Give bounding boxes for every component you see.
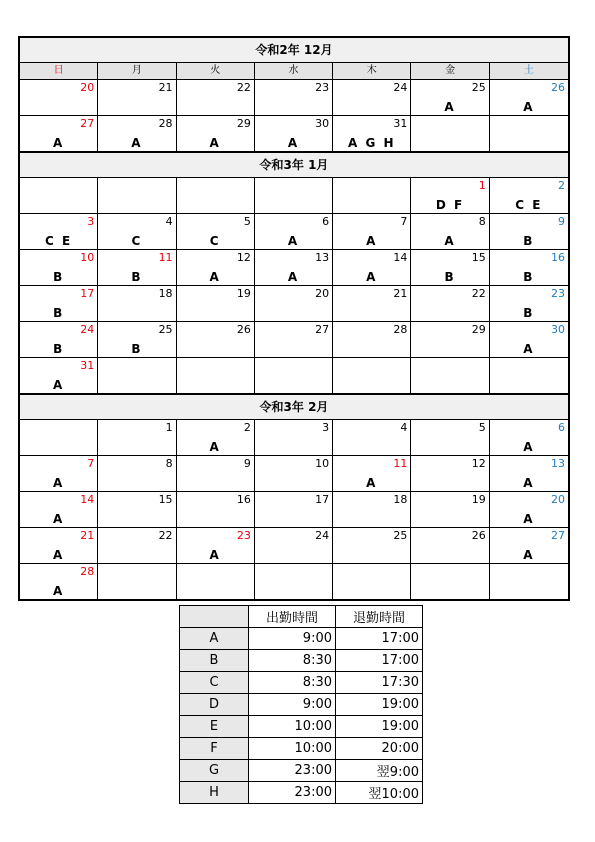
legend-code: H — [180, 782, 249, 804]
day-cell — [98, 420, 176, 455]
shift-codes: B — [523, 270, 535, 284]
day-cell — [490, 492, 568, 527]
day-number: 28 — [393, 323, 408, 336]
day-cell — [490, 80, 568, 115]
week-row — [20, 456, 568, 492]
day-number: 21 — [158, 81, 173, 94]
day-cell — [255, 492, 333, 527]
shift-codes: A — [523, 476, 535, 490]
weekday-label: 金 — [411, 63, 489, 79]
day-cell — [98, 214, 176, 249]
month-title: 令和3年 2月 — [20, 395, 568, 420]
day-cell — [98, 80, 176, 115]
shift-codes: A — [366, 476, 378, 490]
shift-codes: A — [52, 548, 65, 562]
legend-start-time: 10:00 — [249, 738, 336, 760]
day-number: 29 — [236, 117, 251, 130]
day-number: 5 — [478, 421, 486, 434]
legend-code: A — [180, 628, 249, 650]
legend-row — [180, 760, 423, 782]
week-row — [20, 250, 568, 286]
legend-row — [180, 782, 423, 804]
legend-row — [180, 672, 423, 694]
day-cell — [333, 528, 411, 563]
day-cell — [98, 178, 176, 213]
day-number: 30 — [315, 117, 330, 130]
day-cell — [411, 250, 489, 285]
day-cell — [490, 456, 568, 491]
day-number: 10 — [315, 457, 330, 470]
day-cell — [333, 80, 411, 115]
shift-codes: A — [444, 234, 456, 248]
day-number: 20 — [550, 493, 565, 506]
day-cell — [490, 564, 568, 599]
day-cell — [411, 286, 489, 321]
shift-codes: A — [366, 234, 378, 248]
weekday-label: 日 — [20, 63, 98, 79]
day-cell — [490, 116, 568, 151]
legend-code: C — [180, 672, 249, 694]
shift-codes: A — [52, 378, 65, 392]
shift-codes: B — [53, 270, 65, 284]
day-number: 16 — [550, 251, 565, 264]
legend-start-time: 9:00 — [249, 694, 336, 716]
shift-codes: A — [209, 136, 221, 150]
legend-code: G — [180, 760, 249, 782]
day-cell — [98, 456, 176, 491]
day-cell — [20, 322, 98, 357]
legend-start-time: 23:00 — [249, 760, 336, 782]
week-row — [20, 528, 568, 564]
week-row — [20, 214, 568, 250]
shift-codes: B — [523, 306, 535, 320]
day-cell — [20, 286, 98, 321]
legend-start-time: 8:30 — [249, 672, 336, 694]
day-cell — [20, 250, 98, 285]
shift-codes: A — [523, 440, 535, 454]
day-cell — [490, 214, 568, 249]
legend-row — [180, 628, 423, 650]
day-cell — [98, 250, 176, 285]
day-cell — [20, 564, 98, 599]
shift-codes: A — [52, 512, 65, 526]
day-cell — [411, 178, 489, 213]
day-cell — [490, 286, 568, 321]
shift-codes: B — [131, 270, 143, 284]
week-row — [20, 286, 568, 322]
day-cell — [333, 492, 411, 527]
legend-header-row — [180, 606, 423, 628]
day-number: 11 — [158, 251, 173, 264]
legend-row — [180, 650, 423, 672]
day-number: 24 — [315, 529, 330, 542]
legend-end-time: 翌9:00 — [336, 760, 423, 782]
day-number: 20 — [80, 81, 95, 94]
day-cell — [255, 564, 333, 599]
day-cell — [20, 420, 98, 455]
day-cell — [98, 528, 176, 563]
shift-codes: C — [131, 234, 143, 248]
day-number: 24 — [393, 81, 408, 94]
day-cell — [333, 564, 411, 599]
day-number: 19 — [236, 287, 251, 300]
day-number: 20 — [315, 287, 330, 300]
day-number: 8 — [165, 457, 173, 470]
day-cell — [411, 420, 489, 455]
day-cell — [411, 528, 489, 563]
day-cell — [20, 528, 98, 563]
day-cell — [333, 250, 411, 285]
day-number: 6 — [322, 215, 330, 228]
day-number: 26 — [236, 323, 251, 336]
day-number: 2 — [557, 179, 565, 192]
shift-codes: A — [52, 136, 65, 150]
day-cell — [411, 214, 489, 249]
day-cell — [98, 564, 176, 599]
day-cell — [255, 528, 333, 563]
day-cell — [177, 564, 255, 599]
weekday-label: 木 — [333, 63, 411, 79]
day-number: 22 — [236, 81, 251, 94]
legend-end-time: 17:00 — [336, 628, 423, 650]
day-cell — [177, 178, 255, 213]
day-number: 26 — [550, 81, 565, 94]
day-number: 27 — [550, 529, 565, 542]
day-cell — [177, 286, 255, 321]
day-cell — [20, 178, 98, 213]
day-cell — [490, 322, 568, 357]
month-title: 令和2年 12月 — [20, 38, 568, 63]
day-cell — [411, 116, 489, 151]
day-number: 21 — [80, 529, 95, 542]
shift-codes: A — [444, 100, 456, 114]
day-number: 11 — [393, 457, 408, 470]
day-cell — [98, 358, 176, 393]
day-number: 3 — [87, 215, 95, 228]
day-cell — [411, 492, 489, 527]
shift-codes: B — [53, 306, 65, 320]
day-number: 25 — [471, 81, 486, 94]
shift-codes: A — [523, 342, 535, 356]
day-cell — [333, 358, 411, 393]
day-cell — [255, 250, 333, 285]
day-cell — [20, 456, 98, 491]
day-number: 15 — [158, 493, 173, 506]
day-number: 22 — [158, 529, 173, 542]
day-cell — [20, 116, 98, 151]
shift-codes: B — [131, 342, 143, 356]
day-number: 21 — [393, 287, 408, 300]
day-cell — [255, 214, 333, 249]
day-cell — [177, 528, 255, 563]
day-number: 17 — [315, 493, 330, 506]
day-number: 27 — [315, 323, 330, 336]
shift-codes: A — [523, 548, 535, 562]
week-row — [20, 80, 568, 116]
day-number: 31 — [80, 359, 95, 372]
shift-codes: A — [523, 100, 535, 114]
day-number: 27 — [80, 117, 95, 130]
day-number: 17 — [80, 287, 95, 300]
day-number: 4 — [165, 215, 173, 228]
day-cell — [255, 80, 333, 115]
week-row — [20, 322, 568, 358]
day-number: 9 — [243, 457, 251, 470]
legend-code: E — [180, 716, 249, 738]
day-number: 2 — [243, 421, 251, 434]
shift-codes: A — [209, 440, 221, 454]
day-cell — [333, 456, 411, 491]
day-number: 14 — [80, 493, 95, 506]
day-cell — [98, 492, 176, 527]
day-number: 23 — [315, 81, 330, 94]
day-cell — [177, 214, 255, 249]
day-cell — [255, 420, 333, 455]
legend-header-end: 退勤時間 — [336, 606, 423, 628]
day-cell — [411, 358, 489, 393]
shift-codes: A — [287, 270, 300, 284]
day-cell — [255, 178, 333, 213]
shift-codes: D F — [435, 198, 465, 212]
week-row — [20, 420, 568, 456]
day-number: 25 — [158, 323, 173, 336]
shift-codes: C E — [515, 198, 543, 212]
shift-codes: A — [523, 512, 535, 526]
shift-legend-table — [179, 605, 423, 804]
day-cell — [20, 492, 98, 527]
legend-row — [180, 694, 423, 716]
day-cell — [177, 80, 255, 115]
legend-start-time: 8:30 — [249, 650, 336, 672]
day-cell — [490, 250, 568, 285]
day-number: 26 — [471, 529, 486, 542]
legend-end-time: 17:30 — [336, 672, 423, 694]
day-number: 18 — [158, 287, 173, 300]
shift-codes: A — [209, 548, 221, 562]
day-number: 28 — [158, 117, 173, 130]
day-cell — [333, 178, 411, 213]
day-cell — [98, 116, 176, 151]
weekday-label: 月 — [98, 63, 176, 79]
day-number: 1 — [478, 179, 486, 192]
legend-end-time: 17:00 — [336, 650, 423, 672]
legend-code: B — [180, 650, 249, 672]
day-cell — [98, 322, 176, 357]
shift-codes: A — [52, 476, 65, 490]
day-cell — [177, 420, 255, 455]
legend-start-time: 23:00 — [249, 782, 336, 804]
day-cell — [490, 358, 568, 393]
shift-codes: A — [366, 270, 378, 284]
day-cell — [490, 420, 568, 455]
day-cell — [411, 564, 489, 599]
day-cell — [20, 80, 98, 115]
day-cell — [177, 358, 255, 393]
legend-header-code — [180, 606, 249, 628]
legend-end-time: 翌10:00 — [336, 782, 423, 804]
day-cell — [255, 286, 333, 321]
day-number: 23 — [550, 287, 565, 300]
legend-start-time: 9:00 — [249, 628, 336, 650]
day-cell — [333, 214, 411, 249]
shift-codes: C — [209, 234, 221, 248]
day-number: 1 — [165, 421, 173, 434]
day-cell — [333, 420, 411, 455]
day-cell — [177, 322, 255, 357]
legend-end-time: 19:00 — [336, 716, 423, 738]
legend-row — [180, 716, 423, 738]
day-cell — [490, 528, 568, 563]
day-cell — [20, 214, 98, 249]
day-number: 7 — [400, 215, 408, 228]
day-cell — [177, 456, 255, 491]
shift-calendar — [18, 36, 570, 601]
week-row — [20, 358, 568, 395]
day-number: 18 — [393, 493, 408, 506]
day-cell — [333, 286, 411, 321]
day-number: 19 — [471, 493, 486, 506]
day-number: 12 — [236, 251, 251, 264]
weekday-label: 土 — [523, 65, 534, 76]
day-number: 25 — [393, 529, 408, 542]
day-cell — [98, 286, 176, 321]
month-title: 令和3年 1月 — [20, 153, 568, 178]
weekday-label: 火 — [177, 63, 255, 79]
day-number: 6 — [557, 421, 565, 434]
day-cell — [20, 358, 98, 393]
day-number: 30 — [550, 323, 565, 336]
day-number: 13 — [550, 457, 565, 470]
day-number: 7 — [87, 457, 95, 470]
day-cell — [490, 178, 568, 213]
day-cell — [411, 456, 489, 491]
week-row — [20, 178, 568, 214]
week-row — [20, 492, 568, 528]
day-number: 9 — [557, 215, 565, 228]
shift-codes: A — [287, 234, 300, 248]
day-cell — [255, 358, 333, 393]
shift-codes: A — [209, 270, 221, 284]
shift-codes: B — [523, 234, 535, 248]
legend-code: F — [180, 738, 249, 760]
legend-row — [180, 738, 423, 760]
day-number: 28 — [80, 565, 95, 578]
day-cell — [333, 322, 411, 357]
shift-codes: A — [52, 584, 65, 598]
day-cell — [177, 116, 255, 151]
week-row — [20, 564, 568, 599]
shift-codes: B — [53, 342, 65, 356]
day-number: 16 — [236, 493, 251, 506]
day-cell — [177, 250, 255, 285]
shift-codes: C E — [45, 234, 73, 248]
day-number: 8 — [478, 215, 486, 228]
day-number: 29 — [471, 323, 486, 336]
day-number: 31 — [393, 117, 408, 130]
day-cell — [333, 116, 411, 151]
day-number: 10 — [80, 251, 95, 264]
day-number: 4 — [400, 421, 408, 434]
day-cell — [255, 456, 333, 491]
day-number: 14 — [393, 251, 408, 264]
day-number: 3 — [322, 421, 330, 434]
legend-code: D — [180, 694, 249, 716]
legend-start-time: 10:00 — [249, 716, 336, 738]
day-number: 15 — [471, 251, 486, 264]
day-cell — [177, 492, 255, 527]
day-number: 13 — [315, 251, 330, 264]
legend-end-time: 20:00 — [336, 738, 423, 760]
legend-header-start: 出勤時間 — [249, 606, 336, 628]
shift-codes: A — [131, 136, 143, 150]
day-number: 5 — [243, 215, 251, 228]
weekday-label: 水 — [255, 63, 333, 79]
weekday-header-row — [20, 63, 568, 80]
day-number: 23 — [236, 529, 251, 542]
day-cell — [411, 322, 489, 357]
day-number: 12 — [471, 457, 486, 470]
day-number: 24 — [80, 323, 95, 336]
shift-codes: A G H — [348, 136, 396, 150]
shift-codes: A — [287, 136, 300, 150]
legend-end-time: 19:00 — [336, 694, 423, 716]
week-row — [20, 116, 568, 153]
day-cell — [255, 322, 333, 357]
day-cell — [255, 116, 333, 151]
day-number: 22 — [471, 287, 486, 300]
shift-codes: B — [444, 270, 456, 284]
day-cell — [411, 80, 489, 115]
